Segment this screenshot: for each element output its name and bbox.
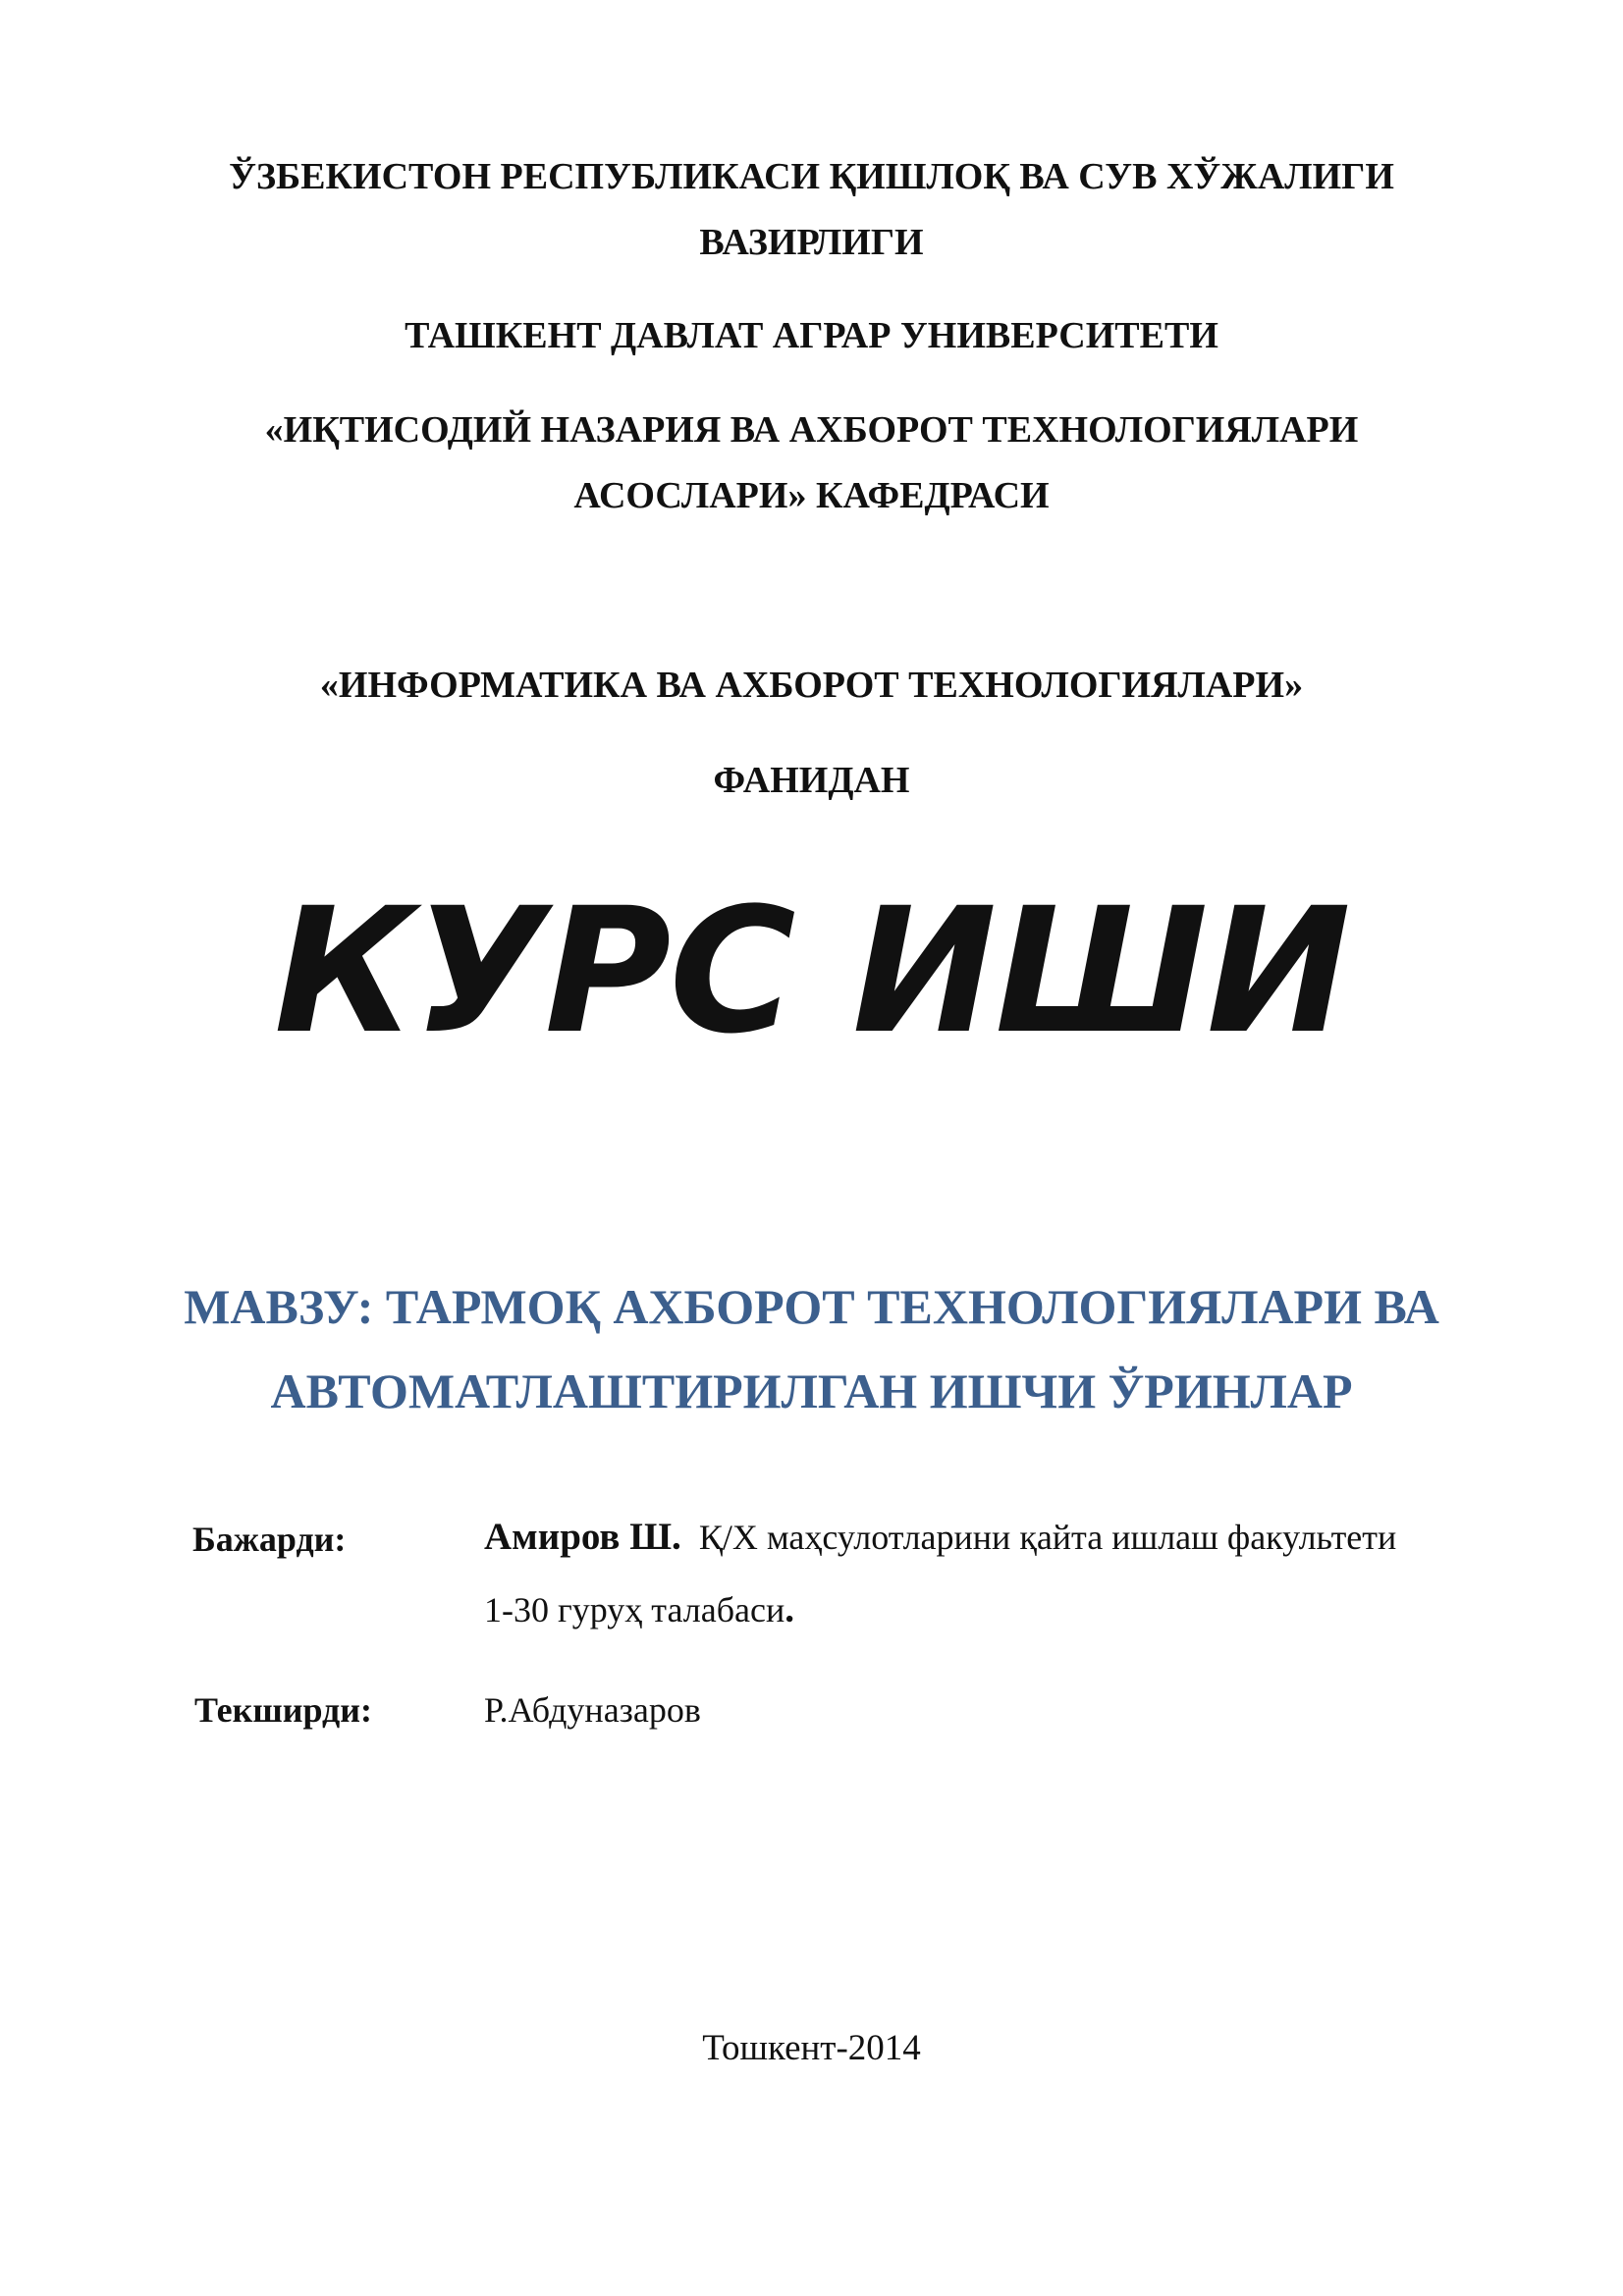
ministry-line-2: ВАЗИРЛИГИ	[699, 222, 924, 263]
checker-name: Р.Абдуназаров	[484, 1690, 701, 1730]
group-text: 1-30 гуруҳ талабаси	[484, 1590, 785, 1629]
checked-label: Текширди:	[194, 1690, 372, 1730]
performed-details	[484, 1516, 1396, 1559]
university-name: ТАШКЕНТ ДАВЛАТ АГРАР УНИВЕРСИТЕТИ	[405, 315, 1218, 356]
city-year: Тошкент-2014	[702, 2028, 921, 2068]
group-dot: .	[784, 1588, 794, 1630]
department-line-1: «ИҚТИСОДИЙ НАЗАРИЯ ВА АХБОРОТ ТЕХНОЛОГИЯЛАРИ	[264, 409, 1359, 451]
ministry-line-1: ЎЗБЕКИСТОН РЕСПУБЛИКАСИ ҚИШЛОҚ ВА СУВ ХЎЖАЛИГИ	[229, 156, 1394, 197]
topic-line-1: МАВЗУ: ТАРМОҚ АХБОРОТ ТЕХНОЛОГИЯЛАРИ ВА	[184, 1279, 1439, 1334]
subject-line-2: ФАНИДАН	[713, 760, 910, 801]
course-title: КУРС ИШИ	[274, 871, 1349, 1072]
subject-line-1: «ИНФОРМАТИКА ВА АХБОРОТ ТЕХНОЛОГИЯЛАРИ»	[319, 665, 1304, 706]
faculty-description: Қ/Х маҳсулотларини қайта ишлаш факультети	[698, 1518, 1397, 1557]
performed-label: Бажарди:	[192, 1520, 347, 1559]
student-name: Амиров Ш.	[484, 1516, 681, 1558]
student-group	[484, 1588, 794, 1631]
topic-line-2: АВТОМАТЛАШТИРИЛГАН ИШЧИ ЎРИНЛАР	[270, 1363, 1353, 1418]
department-line-2: АСОСЛАРИ» КАФЕДРАСИ	[573, 475, 1050, 516]
